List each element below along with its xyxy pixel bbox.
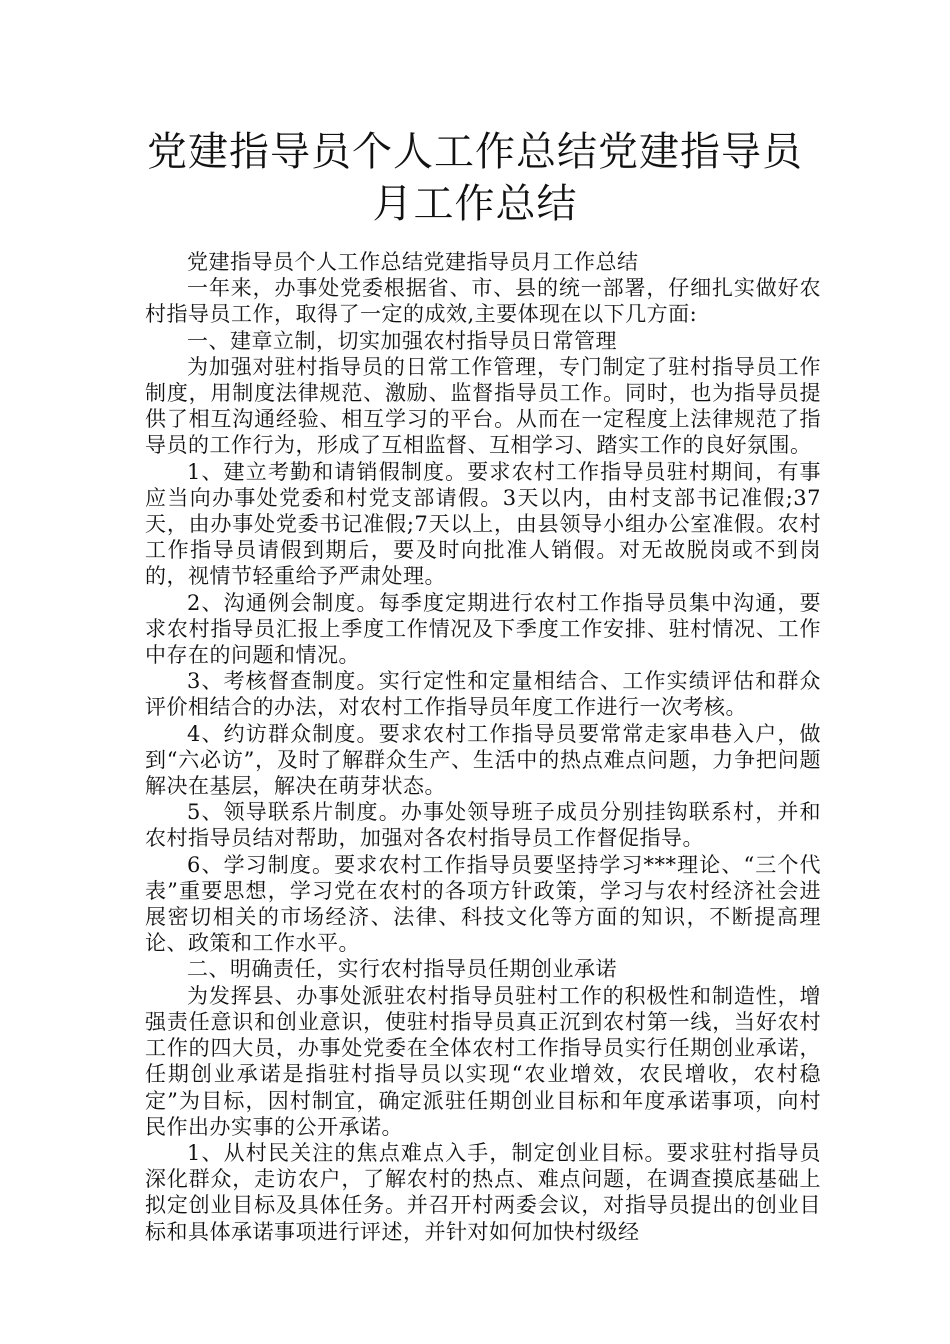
section-heading-2: 二、明确责任，实行农村指导员任期创业承诺 <box>187 957 617 982</box>
list-item-assessment: 3、考核督查制度。实行定性和定量相结合、工作实绩评估和群众评价相结合的办法，对农村工作指导员年度工作进行一次考核。 <box>145 669 821 720</box>
list-item-leadership: 5、领导联系片制度。办事处领导班子成员分别挂钩联系村，并和农村指导员结对帮助，加强对各农村指导员工作督促指导。 <box>145 800 821 851</box>
document-title: 党建指导员个人工作总结党建指导员月工作总结 <box>147 129 803 227</box>
list-item-study: 6、学习制度。要求农村工作指导员要坚持学习***理论、“三个代表”重要思想，学习党在农村的各项方针政策，学习与农村经济社会进展密切相关的市场经济、法律、科技文化等方面的知识，不断提高理论、政策和工作水平。 <box>145 852 821 956</box>
body-paragraph-overview: 一年来，办事处党委根据省、市、县的统一部署，仔细扎实做好农村指导员工作，取得了一定的成效,主要体现在以下几方面: <box>145 276 821 327</box>
document-body <box>145 249 821 1245</box>
body-paragraph-management: 为加强对驻村指导员的日常工作管理，专门制定了驻村指导员工作制度，用制度法律规范、激励、监督指导员工作。同时，也为指导员提供了相互沟通经验、相互学习的平台。从而在一定程度上法律规范了指导员的工作行为，形成了互相监督、互相学习、踏实工作的良好氛围。 <box>145 354 821 458</box>
body-paragraph-intro-title: 党建指导员个人工作总结党建指导员月工作总结 <box>187 250 639 274</box>
section-heading-1: 一、建章立制，切实加强农村指导员日常管理 <box>187 328 617 353</box>
list-item-meeting: 2、沟通例会制度。每季度定期进行农村工作指导员集中沟通，要求农村指导员汇报上季度工作情况及下季度工作安排、驻村情况、工作中存在的问题和情况。 <box>145 590 821 668</box>
list-item-visits: 4、约访群众制度。要求农村工作指导员要常常走家串巷入户，做到“六必访”，及时了解群众生产、生活中的热点难点问题，力争把问题解决在基层，解决在萌芽状态。 <box>145 721 821 799</box>
list-item-goals: 1、从村民关注的焦点难点入手，制定创业目标。要求驻村指导员深化群众，走访农户，了解农村的热点、难点问题，在调查摸底基础上拟定创业目标及具体任务。并召开村两委会议，对指导员提出的创业目标和具体承诺事项进行评述，并针对如何加快村级经 <box>145 1140 821 1244</box>
body-paragraph-commitment: 为发挥县、办事处派驻农村指导员驻村工作的积极性和制造性，增强责任意识和创业意识，使驻村指导员真正沉到农村第一线，当好农村工作的四大员，办事处党委在全体农村工作指导员实行任期创业承诺，任期创业承诺是指驻村指导员以实现“农业增效，农民增收，农村稳定”为目标，因村制宜，确定派驻任期创业目标和年度承诺事项，向村民作出办实事的公开承诺。 <box>145 983 821 1139</box>
list-item-attendance: 1、建立考勤和请销假制度。要求农村工作指导员驻村期间，有事应当向办事处党委和村党支部请假。3天以内，由村支部书记准假;37天，由办事处党委书记准假;7天以上，由县领导小组办公室准假。农村工作指导员请假到期后，要及时向批准人销假。对无故脱岗或不到岗的，视情节轻重给予严肃处理。 <box>145 459 821 589</box>
